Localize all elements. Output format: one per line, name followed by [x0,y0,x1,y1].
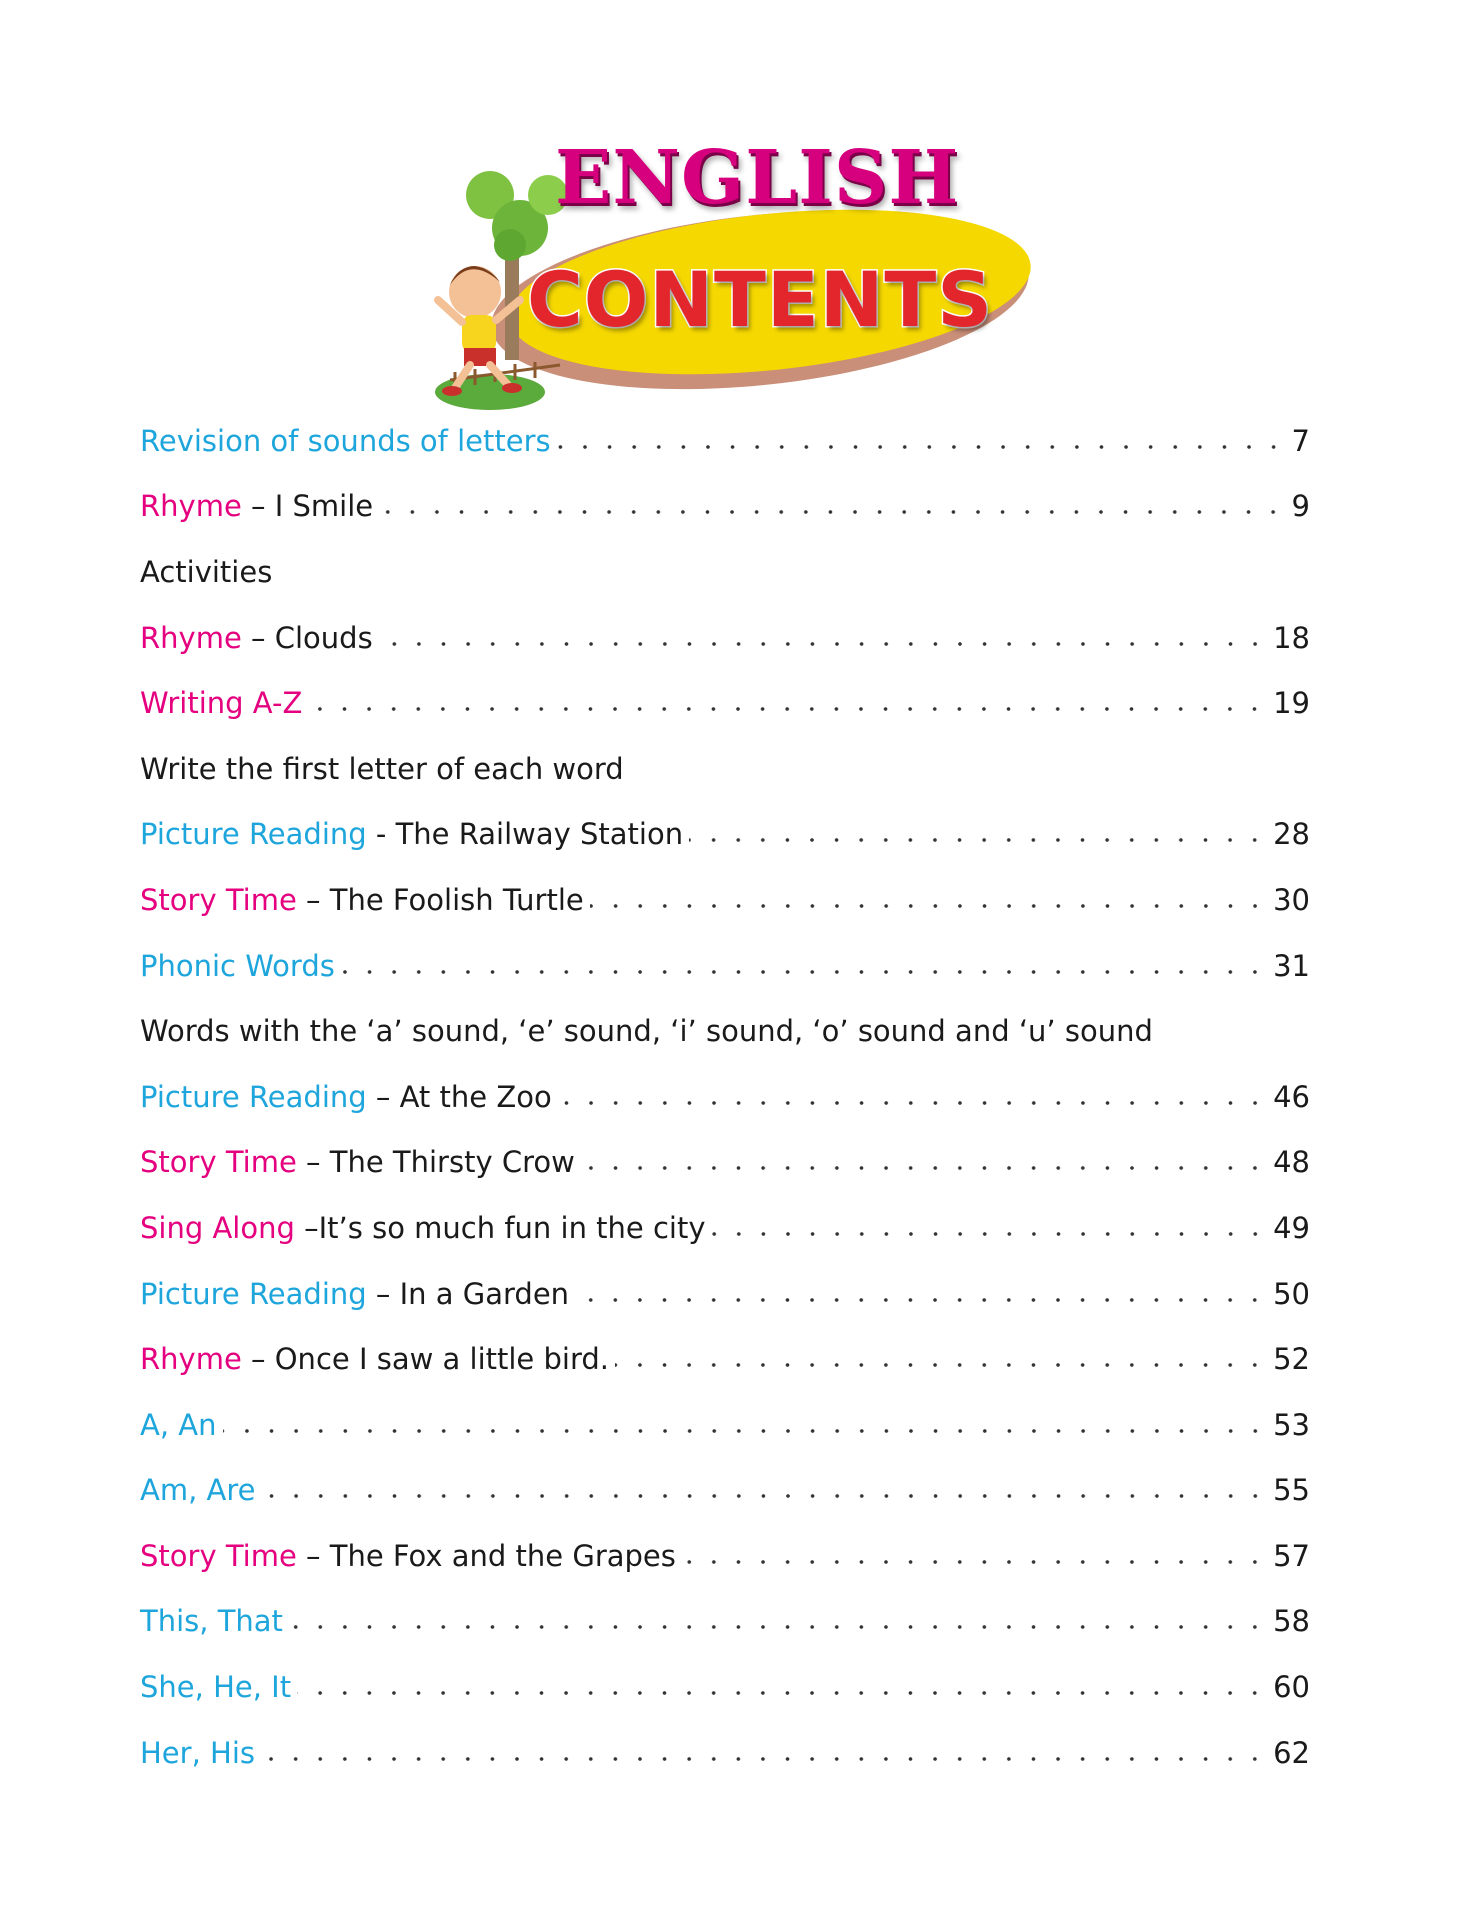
page-number: 62 [1273,1735,1310,1770]
toc-row [140,1195,1310,1261]
toc-row [140,736,1310,802]
page-number: 48 [1273,1145,1310,1180]
toc-row [140,539,1310,605]
toc-entry-label: Rhyme [140,620,242,655]
dot-leader [341,957,1267,987]
toc-entry-label: This, That [140,1604,283,1639]
toc-entry-text [140,555,272,589]
page-number: 18 [1273,620,1310,655]
toc-entry-label: Sing Along [140,1210,295,1245]
page-number: 28 [1273,817,1310,852]
toc-entry-title: Activities [140,554,273,589]
toc-entry-text [140,686,302,720]
toc-entry-label: Am, Are [140,1473,256,1508]
toc-entry-title: – The Thirsty Crow [296,1145,575,1180]
toc-row [140,1392,1310,1458]
toc-entry-title: – I Smile [241,489,374,524]
toc-row [140,1261,1310,1327]
dot-leader [682,1547,1267,1577]
dot-leader [262,1481,1268,1511]
toc-entry-label: Picture Reading [140,1276,367,1311]
toc-entry-text [140,1080,552,1114]
toc-entry-title: – The Foolish Turtle [296,882,584,917]
toc-entry-label: She, He, It [140,1670,292,1705]
page-number: 50 [1273,1276,1310,1311]
page-number: 53 [1273,1407,1310,1442]
toc-row [140,998,1310,1064]
page-header [0,0,1484,420]
toc-entry-text [140,1408,217,1442]
toc-row [140,802,1310,868]
dot-leader [261,1744,1267,1774]
toc-entry-title: Write the first letter of each word [140,751,624,786]
toc-entry-label: Rhyme [140,1342,242,1377]
toc-entry-text [140,817,683,851]
toc-entry-title: - The Railway Station [366,817,684,852]
page-number: 55 [1273,1473,1310,1508]
toc-row [140,1654,1310,1720]
toc-row [140,605,1310,671]
toc-entry-title: – At the Zoo [366,1079,552,1114]
toc-entry-label: Rhyme [140,489,242,524]
dot-leader [297,1678,1267,1708]
toc-entry-title: Words with the ‘a’ sound, ‘e’ sound, ‘i’ sound, ‘o’ sound and ‘u’ sound [140,1014,1153,1049]
toc-entry-label: Revision of sounds of letters [140,423,551,458]
toc-entry-text [140,1604,283,1638]
toc-entry-text [140,1145,575,1179]
page-number: 49 [1273,1210,1310,1245]
page-number: 60 [1273,1670,1310,1705]
toc-row [140,408,1310,474]
toc-row [140,1589,1310,1655]
dot-leader [712,1219,1268,1249]
toc-row [140,1326,1310,1392]
dot-leader [590,891,1267,921]
page-number: 52 [1273,1342,1310,1377]
toc-row [140,933,1310,999]
page-number: 58 [1273,1604,1310,1639]
toc-entry-text [140,1014,1153,1048]
page-number: 30 [1273,882,1310,917]
toc-entry-text [140,1539,676,1573]
title-english: ENGLISH [555,135,960,221]
toc-entry-text [140,1277,569,1311]
dot-leader [379,629,1267,659]
toc-entry-title: –It’s so much fun in the city [294,1210,706,1245]
page-number: 7 [1291,423,1310,458]
page-number: 46 [1273,1079,1310,1114]
toc-entry-label: Her, His [140,1735,255,1770]
dot-leader [581,1153,1267,1183]
toc-entry-label: Story Time [140,1145,297,1180]
dot-leader [223,1416,1268,1446]
dot-leader [689,825,1267,855]
toc-entry-label: Story Time [140,882,297,917]
page-number: 57 [1273,1538,1310,1573]
toc-entry-label: Phonic Words [140,948,335,983]
toc-row [140,1720,1310,1786]
toc-entry-title: – In a Garden [366,1276,570,1311]
toc-entry-text [140,752,624,786]
toc-entry-text [140,489,373,523]
toc-row [140,1523,1310,1589]
dot-leader [558,1088,1267,1118]
title-contents: CONTENTS [527,255,993,344]
toc-entry-text [140,424,551,458]
dot-leader [575,1285,1267,1315]
page-number: 9 [1291,489,1310,524]
toc-row [140,670,1310,736]
toc-entry-text [140,621,373,655]
toc-row [140,1458,1310,1524]
toc-entry-text [140,1211,706,1245]
toc-entry-text [140,949,335,983]
dot-leader [615,1350,1267,1380]
toc-entry-label: Picture Reading [140,817,367,852]
toc-entry-title: – Clouds [241,620,373,655]
toc-row [140,474,1310,540]
toc-row [140,1064,1310,1130]
page-number: 31 [1273,948,1310,983]
toc-entry-text [140,883,584,917]
table-of-contents [140,408,1310,1785]
dot-leader [289,1612,1267,1642]
toc-entry-title: – The Fox and the Grapes [296,1538,676,1573]
dot-leader [557,432,1286,462]
toc-entry-label: Writing A-Z [140,686,303,721]
toc-entry-label: A, An [140,1407,217,1442]
toc-row [140,1130,1310,1196]
toc-entry-text [140,1473,256,1507]
toc-entry-text [140,1342,609,1376]
toc-entry-text [140,1670,291,1704]
toc-row [140,867,1310,933]
toc-entry-label: Story Time [140,1538,297,1573]
toc-entry-title: – Once I saw a little bird. [241,1342,609,1377]
dot-leader [308,694,1267,724]
dot-leader [379,497,1285,527]
toc-entry-label: Picture Reading [140,1079,367,1114]
page-number: 19 [1273,686,1310,721]
toc-entry-text [140,1736,255,1770]
